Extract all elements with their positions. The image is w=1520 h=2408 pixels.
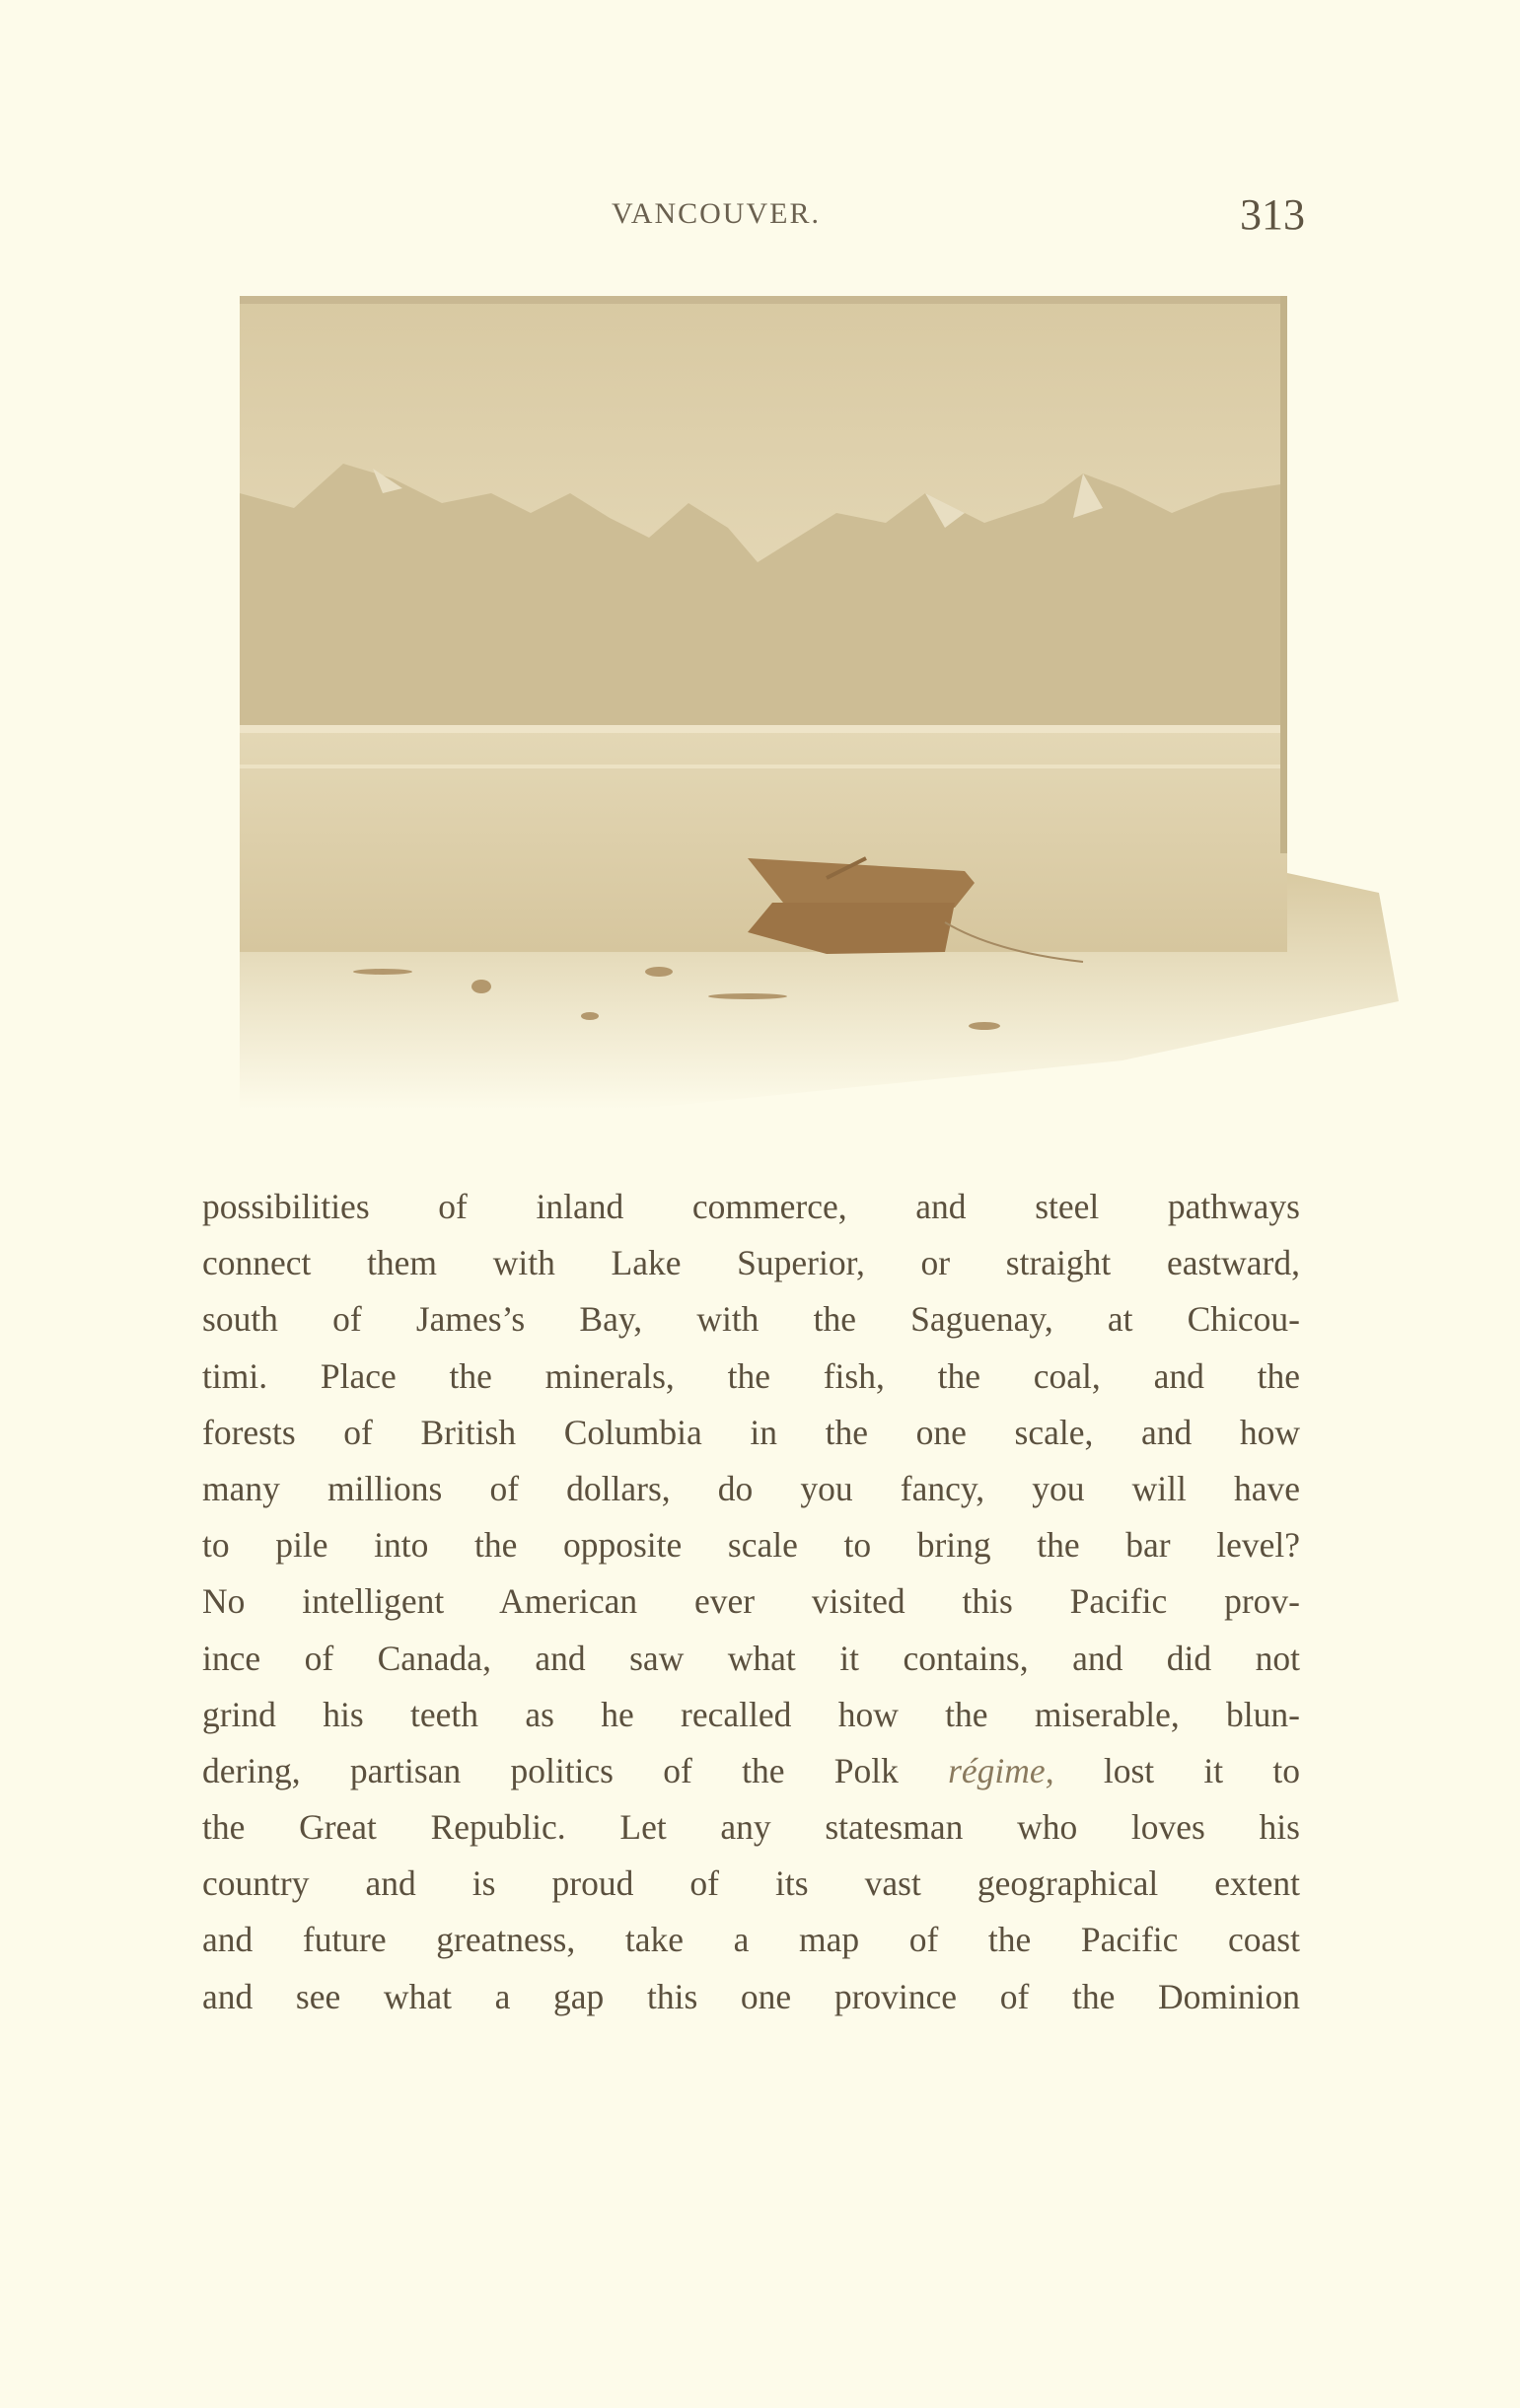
text-line: and future greatness, take a map of the Pacific coast	[202, 1920, 1300, 1960]
text-line: possibilities of inland commerce, and steel pathways	[202, 1187, 1300, 1226]
text-line: and see what a gap this one province of the Dominion	[202, 1976, 1300, 2016]
text-line: No intelligent American ever visited this Pacific prov-	[202, 1581, 1300, 1622]
text-line: to pile into the opposite scale to bring the bar level?	[202, 1525, 1300, 1566]
body-text	[202, 1179, 1300, 2025]
text-line: timi. Place the minerals, the fish, the coal, and the	[202, 1355, 1300, 1396]
running-head-title: VANCOUVER.	[612, 197, 821, 230]
text-line	[202, 1743, 1300, 1799]
text-line: many millions of dollars, do you fancy, you will have	[202, 1468, 1300, 1508]
text-line: country and is proud of its vast geographical extent	[202, 1863, 1300, 1904]
text-line: ince of Canada, and saw what it contains, and did not	[202, 1638, 1300, 1678]
italic-word: régime,	[948, 1750, 1054, 1790]
text-line: connect them with Lake Superior, or straight eastward,	[202, 1243, 1300, 1283]
text-line: south of James’s Bay, with the Saguenay, at Chicou-	[202, 1299, 1300, 1340]
text-line: forests of British Columbia in the one scale, and how	[202, 1412, 1300, 1452]
text-segment: dering, partisan politics of the Polk	[202, 1750, 899, 1790]
text-segment: lost it to	[1103, 1750, 1301, 1790]
page-number: 313	[1240, 190, 1305, 239]
illustration-plate	[235, 291, 1399, 1110]
text-line: the Great Republic. Let any statesman who loves his	[202, 1807, 1300, 1848]
running-head	[0, 189, 1520, 239]
text-line: grind his teeth as he recalled how the miserable, blun-	[202, 1694, 1300, 1734]
